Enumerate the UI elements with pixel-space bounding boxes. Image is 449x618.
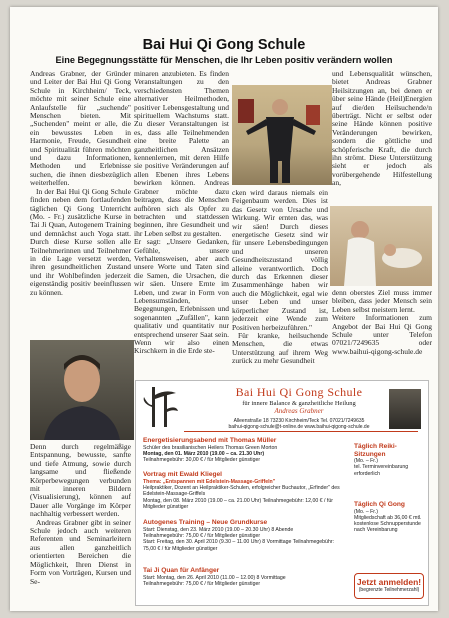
ad-tagline: für innere Balance & ganzheitliche Heilung	[242, 400, 356, 407]
article-column-1b	[30, 443, 131, 609]
event-line: Start: Montag, den 26. April 2010 (11.00 – 12.00) 8 Vormittage	[143, 575, 286, 581]
service-line: (Mo. – Fr.)	[354, 508, 378, 515]
divider	[184, 431, 418, 432]
ad-owner: Andreas Grabner	[274, 407, 324, 415]
event-line: Teilnahmegebühr: 75,00 € / für Mitglieder günstiger	[143, 581, 261, 588]
paragraph: Andreas Grabner, der Gründer und Leiter der Bai Hui Qi Gong Schule in Kirchheim/ Teck, möchte mit seiner Schule eine Anlaufstelle für „suchende" Menschen bieten. Mit „Suchenden" meint er alle, die ein bewusstes Leben in Harmonie, Freude, Gesundheit und Spiritualität führen möchten und dazu Informationen, Methoden und Erlebnisse suchen, die ihnen diesbezüglich weiterhelfen.	[30, 70, 131, 188]
event-line: Teilnahmegebühr: 75,00 € / für Mitglieder günstiger	[143, 533, 261, 540]
article-column-1	[30, 70, 131, 338]
article-column-4b	[332, 289, 432, 379]
service-line: Mitgliedschaft ab 36,00 € mtl. kostenlose Schnupperstunde nach Vereinbarung	[354, 514, 422, 534]
ad-title: Bai Hui Qi Gong Schule	[235, 385, 363, 399]
service-line: (Mo. – Fr.)	[354, 458, 378, 465]
portrait-image	[30, 340, 134, 440]
service-qigong	[354, 501, 424, 534]
bamboo-logo-icon	[142, 385, 180, 429]
paragraph: Weitere Informationen zum Angebot der Bai Hui Qi Gong Schule unter Telefon 07021/7249635 oder www.baihui-qigong-schule.de	[332, 313, 432, 356]
event-item	[143, 519, 347, 552]
event-line: Start: Dienstag, den 23. März 2010 (19.00 – 20.30 Uhr) 8 Abende	[143, 527, 294, 533]
paragraph: Er sagt: „Unsere Gedanken, Gefühle, unsere Verhaltensweisen, aber auch unsere Worte und Taten sind die Samen, die Ursachen, die wir säen. Unsere Ernte im Leben, und zwar in Form von Lebensumständen, Begegnungen, Erlebnissen und sogenannten „Zufällen", kann qualitativ und quantitativ nur entsprechend unserer Saat sein. Wenn wir also einen Kirschkern in die Erde ste-	[134, 237, 229, 356]
article-subtitle: Eine Begegnungsstätte für Menschen, die Ihr Leben positiv verändern wollen	[55, 55, 393, 65]
paragraph: Für kranke, heilsuchende Menschen, die etwas Unterstützung auf ihrem Weg zurück zu mehr Gesundheit	[232, 330, 328, 366]
event-line: Montag, den 01. März 2010 (19.00 – ca. 21.30 Uhr)	[143, 451, 265, 458]
event-heading: Energetisierungsabend mit Thomas Müller	[143, 437, 277, 444]
paragraph: denn oberstes Ziel muss immer bleiben, dass jeder Mensch sein Leben selbst meistern lernt.	[332, 289, 432, 314]
qigong-master-image	[232, 85, 332, 185]
paragraph: In der Bai Hui Qi Gong Schule finden neben dem fortlaufenden täglichen Qi Gong Unterricht (Mo. - Fr.) zusätzliche Kurse in Tai Ji Quan, Autogenem Training und demnächst auch Yoga statt. Durch diese Kurse sollen alle Teilnehmerinnen und Teilnehmer in die Lage versetzt werden, ihren gesundheitlichen Zustand und ihr Wohlbefinden jederzeit eigenständig positiv beeinflussen zu können.	[30, 186, 131, 297]
event-line: Montag, den 08. März 2010 (19.00 – ca. 21.00 Uhr) Teilnahmegebühr: 12,00 € / für Mitglieder günstiger	[143, 497, 333, 510]
cta-subtext: (begrenzte Teilnehmerzahl)	[358, 587, 420, 593]
article-column-2	[134, 70, 229, 380]
portrait-photo	[30, 340, 134, 440]
healing-session-photo	[330, 206, 432, 286]
magazine-page	[10, 7, 438, 611]
paragraph: Andreas Grabner gibt in seiner Schule jedoch auch weiteren Referenten und Seminarleitern aus allen ganzheitlich orientierten Bereichen die Möglichkeit, Ihren Dienst in Form von Vorträgen, Kursen und Se-	[30, 517, 131, 586]
event-item	[143, 567, 347, 587]
event-line: Thema: „Entspannen mit Edelstein-Massage-Griffeln"	[143, 479, 276, 485]
ad-address: Alleenstraße 18 73230 Kirchheim/Teck Tel. 07021/7249635	[233, 418, 365, 424]
cta-heading: Jetzt anmelden!	[356, 577, 422, 587]
qigong-master-photo	[232, 85, 332, 185]
paragraph: cken wird daraus niemals ein Feigenbaum werden. Dies ist das Gesetz von Ursache und Wirkung. Wir ernten das, was wir säen! Durch dieses energetische Gesetz sind wir für unsere Lebensbedingungen und unseren Gesundheitszustand völlig alleine verantwortlich. Doch durch das Erkennen dieser Zusammenhänge haben wir auch die Möglichkeit, egal wie unser Leben und unser körperlicher Zustand ist, jederzeit eine Wende zum Positiven herbeizuführen."	[232, 189, 328, 332]
service-heading: Täglich Qi Gong	[354, 501, 405, 508]
service-line: tel. Terminvereinbarung erforderlich	[354, 464, 409, 477]
article-title: Bai Hui Qi Gong Schule	[142, 37, 306, 53]
event-heading: Autogenes Training – Neue Grundkurse	[143, 519, 268, 526]
register-now-banner	[354, 573, 424, 599]
healing-session-image	[330, 206, 432, 286]
article-column-3	[232, 189, 328, 379]
ad-portrait	[389, 389, 421, 429]
event-heading: Tai Ji Quan für Anfänger	[143, 567, 220, 574]
school-advertisement	[135, 380, 429, 606]
event-heading: Vortrag mit Ewald Kliegel	[143, 471, 223, 478]
paragraph: Denn durch regelmäßige Entspannung, bewusste, sanfte und tiefe Atmung, sowie durch langsame und fließende Körperbewegungen verbunden mit inneren Bildern (Visualisierung), können auf Dauer alle Vorgänge im Körper nachhaltig verbessert werden.	[30, 443, 131, 519]
service-heading: Täglich Reiki-Sitzungen	[354, 443, 397, 458]
event-line: Start: Freitag, den 30. April 2010 (9.30 – 11.00 Uhr) 8 Vormittage Teilnahmegebühr: 75,00 € / für Mitglieder günstiger	[143, 539, 334, 552]
paragraph: und Lebensqualität wünschen, bietet Andreas Grabner Heilsitzungen an, bei denen er über seine Hände (Heil)Energien auf die/den Heilsuchende/n überträgt. Nicht er selbst oder seine Hände können positive Veränderungen bewirken, sondern die göttliche und schöpferische Kraft, die durch ihn strömt. Diese Unterstützung sieht er jedoch als vorübergehende Hilfestellung an,	[332, 70, 432, 188]
event-line: Teilnahmegebühr: 30,00 € / für Mitglieder günstiger	[143, 457, 261, 464]
event-line: Heilpraktiker, Dozent an Heilpraktiker-Schulen, erfolgreicher Buchautor, „Erfinder" des Edelstein-Massage-Griffels	[143, 485, 340, 498]
ad-email: baihui-qigong-schule@t-online.de www.baihui-qigong-schule.de	[228, 424, 370, 430]
event-line: Schüler des brasilianischen Heilers Thomas Green Morton	[143, 445, 278, 451]
event-item	[143, 471, 347, 510]
article-column-4	[332, 70, 432, 206]
event-item	[143, 437, 347, 464]
paragraph: minaren anzubieten. Es finden Veranstaltungen zu den verschiedensten Themen alternativer Heilmethoden, positiver Lebensgestaltung und spirituellem Wachstums statt. Zu dieser Veranstaltungen ist es, dass alle Teilnehmenden eine breite Palette an ganzheitlichen Ansätzen kennenlernen, mit deren Hilfe sie positive Veränderungen auf allen Ebenen ihres Lebens bewirken können. Andreas Grabner möchte dazu beitragen, dass die Menschen aufhören sich als Opfer zu betrachten und stattdessen beginnen, ihre Gesundheit und ihr Leben selbst zu gestalten.	[134, 70, 229, 238]
service-reiki	[354, 443, 424, 477]
